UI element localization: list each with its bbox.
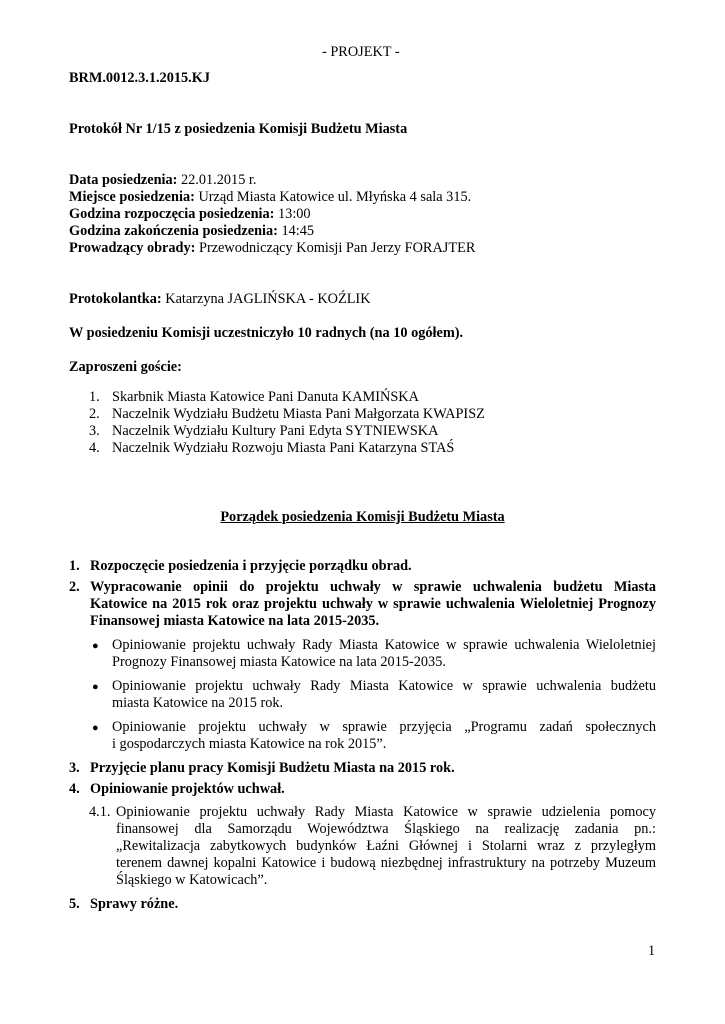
sub-item-line: Opiniowanie projektu uchwały Rady Miasta Katowice w sprawie udzielenia pomocy bbox=[116, 804, 656, 820]
recorder-label: Protokolantka: bbox=[69, 291, 162, 307]
meeting-start-value: 13:00 bbox=[278, 206, 311, 222]
agenda-item-2-line: Katowice na 2015 rok oraz projektu uchwały w sprawie uchwalenia Wieloletniej Prognozy bbox=[90, 596, 656, 612]
meeting-place-label: Miejsce posiedzenia: bbox=[69, 189, 195, 205]
sub-item-line: Opiniowanie projektu uchwały Rady Miasta Katowice w sprawie uchwalenia budżetu bbox=[112, 678, 656, 694]
sub-item-line: miasta Katowice na 2015 rok. bbox=[112, 695, 284, 711]
agenda-item-number: 3. bbox=[69, 760, 80, 776]
bullet-icon: ● bbox=[92, 722, 99, 734]
meeting-place bbox=[69, 189, 471, 206]
attendance-statement: W posiedzeniu Komisji uczestniczyło 10 radnych (na 10 ogółem). bbox=[69, 325, 464, 341]
sub-item-line: Prognozy Finansowej miasta Katowice na lata 2015-2035. bbox=[112, 654, 446, 670]
bullet-icon: ● bbox=[92, 640, 99, 652]
protocol-title: Protokół Nr 1/15 z posiedzenia Komisji Budżetu Miasta bbox=[69, 121, 408, 137]
sub-item-number: 4.1. bbox=[89, 804, 111, 820]
meeting-chair-label: Prowadzący obrady: bbox=[69, 240, 196, 256]
meeting-end-value: 14:45 bbox=[281, 223, 315, 239]
meeting-date-label: Data posiedzenia: bbox=[69, 172, 178, 188]
guest-item: 2. bbox=[89, 406, 100, 422]
meeting-place-value: Urząd Miasta Katowice ul. Młyńska 4 sala 315. bbox=[198, 189, 472, 205]
sub-item-line: i gospodarczych miasta Katowice na rok 2015”. bbox=[112, 736, 387, 752]
guest-item: 4. bbox=[89, 440, 100, 456]
meeting-start bbox=[69, 206, 311, 223]
sub-item-line: Opiniowanie projektu uchwały w sprawie przyjęcia „Programu zadań społecznych bbox=[112, 719, 656, 735]
meeting-chair-value: Przewodniczący Komisji Pan Jerzy FORAJTER bbox=[199, 240, 476, 256]
meeting-start-label: Godzina rozpoczęcia posiedzenia: bbox=[69, 206, 275, 222]
reference-number: BRM.0012.3.1.2015.KJ bbox=[69, 70, 210, 86]
draft-header: - PROJEKT - bbox=[322, 44, 400, 60]
agenda-item-4: Opiniowanie projektów uchwał. bbox=[90, 781, 285, 797]
guest-item: 1. bbox=[89, 389, 100, 405]
recorder-value: Katarzyna JAGLIŃSKA - KOŹLIK bbox=[165, 291, 371, 307]
meeting-end bbox=[69, 223, 314, 240]
page-number: 1 bbox=[648, 943, 656, 959]
meeting-date bbox=[69, 172, 256, 189]
sub-item-line: terenem dawnej kopalni Katowice i budową niezbędnej infrastruktury na potrzeby Muzeum bbox=[116, 855, 656, 871]
sub-item-line: finansowej dla Samorządu Województwa Śląskiego na realizację zadania pn.: bbox=[116, 821, 656, 837]
meeting-chair bbox=[69, 240, 475, 257]
agenda-item-1: Rozpoczęcie posiedzenia i przyjęcie porządku obrad. bbox=[90, 558, 412, 574]
agenda-item-3: Przyjęcie planu pracy Komisji Budżetu Miasta na 2015 rok. bbox=[90, 760, 455, 776]
meeting-date-value: 22.01.2015 r. bbox=[181, 172, 257, 188]
guest-item-text: Naczelnik Wydziału Kultury Pani Edyta SYTNIEWSKA bbox=[112, 423, 439, 439]
agenda-item-2-line: Finansowej miasta Katowice na lata 2015-2035. bbox=[90, 613, 380, 629]
bullet-icon: ● bbox=[92, 681, 99, 693]
agenda-item-number: 2. bbox=[69, 579, 80, 595]
agenda-item-5: Sprawy różne. bbox=[90, 896, 179, 912]
agenda-heading: Porządek posiedzenia Komisji Budżetu Miasta bbox=[220, 509, 505, 525]
guest-item-text: Naczelnik Wydziału Budżetu Miasta Pani Małgorzata KWAPISZ bbox=[112, 406, 485, 422]
agenda-item-number: 1. bbox=[69, 558, 80, 574]
sub-item-line: „Rewitalizacja zabytkowych budynków Łaźni Głównej i Stolarni wraz z przyległym bbox=[116, 838, 656, 854]
sub-item-line: Śląskiego w Katowicach”. bbox=[116, 872, 268, 888]
agenda-item-2-line: Wypracowanie opinii do projektu uchwały w sprawie uchwalenia budżetu Miasta bbox=[90, 579, 656, 595]
sub-item-line: Opiniowanie projektu uchwały Rady Miasta Katowice w sprawie uchwalenia Wieloletniej bbox=[112, 637, 656, 653]
meeting-end-label: Godzina zakończenia posiedzenia: bbox=[69, 223, 278, 239]
guest-item-text: Skarbnik Miasta Katowice Pani Danuta KAMIŃSKA bbox=[112, 389, 419, 405]
guest-item-text: Naczelnik Wydziału Rozwoju Miasta Pani Katarzyna STAŚ bbox=[112, 440, 455, 456]
recorder bbox=[69, 291, 371, 308]
agenda-item-number: 5. bbox=[69, 896, 80, 912]
agenda-item-number: 4. bbox=[69, 781, 80, 797]
guest-item: 3. bbox=[89, 423, 100, 439]
guests-heading: Zaproszeni goście: bbox=[69, 359, 182, 375]
